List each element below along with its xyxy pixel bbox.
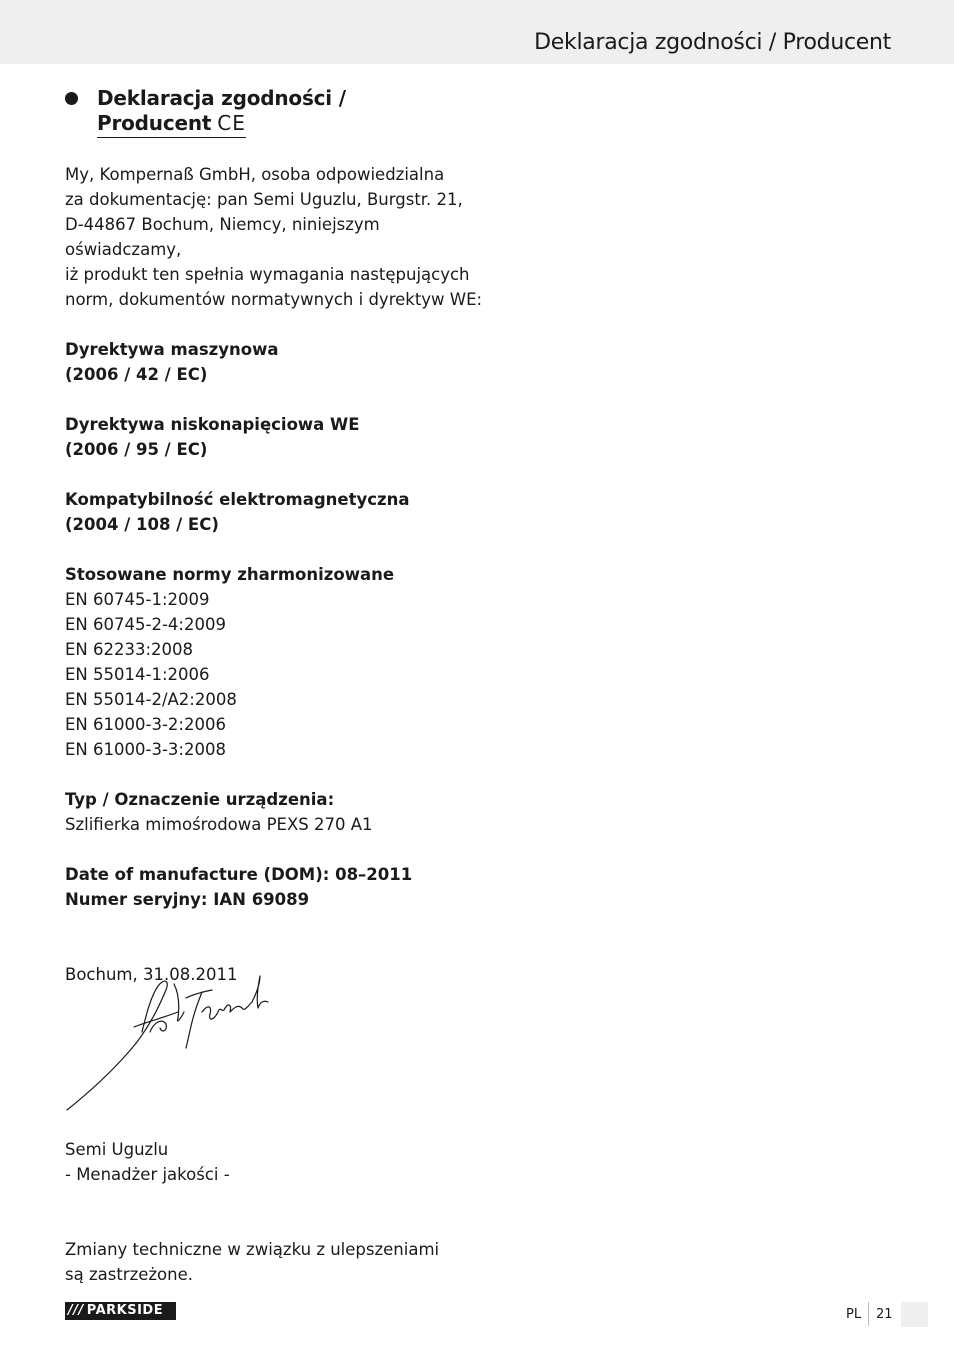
heading-producent: Producent: [97, 111, 212, 135]
signature-image: [62, 972, 272, 1112]
heading-text: [97, 86, 346, 138]
heading-line-2: [97, 111, 246, 138]
intro-line: norm, dokumentów normatywnych i dyrektyw WE:: [65, 290, 483, 309]
directive-code: (2006 / 95 / EC): [65, 440, 208, 459]
place-date: Bochum, 31.08.2011: [65, 965, 238, 984]
logo-slashes: ///: [68, 1303, 84, 1318]
page-title: Deklaracja zgodności / Producent: [534, 30, 891, 55]
device-label: Typ / Oznaczenie urządzenia:: [65, 790, 335, 809]
bullet-icon: [65, 92, 78, 105]
page-header: [0, 0, 954, 64]
standard-item: EN 62233:2008: [65, 640, 194, 659]
language-code: PL: [846, 1307, 862, 1322]
standard-item: EN 55014-2/A2:2008: [65, 690, 237, 709]
directive-code: (2006 / 42 / EC): [65, 365, 208, 384]
date-of-manufacture: Date of manufacture (DOM): 08–2011: [65, 865, 413, 884]
logo-brand: PARKSIDE: [86, 1303, 164, 1318]
parkside-logo: [65, 1302, 176, 1320]
serial-number: Numer seryjny: IAN 69089: [65, 890, 310, 909]
directive-title: Dyrektywa maszynowa: [65, 340, 279, 359]
signer-role: - Menadżer jakości -: [65, 1165, 230, 1184]
directive-title: Kompatybilność elektromagnetyczna: [65, 490, 410, 509]
ce-mark-icon: CE: [217, 111, 246, 135]
standards-title: Stosowane normy zharmonizowane: [65, 565, 395, 584]
declaration-body: [65, 162, 485, 1287]
page-tab: [901, 1302, 928, 1327]
intro-line: iż produkt ten spełnia wymagania następujących: [65, 265, 470, 284]
intro-line: My, Kompernaß GmbH, osoba odpowiedzialna: [65, 165, 445, 184]
intro-line: D-44867 Bochum, Niemcy, niniejszym oświadczamy,: [65, 215, 380, 259]
page-number: 21: [876, 1307, 893, 1322]
standard-item: EN 55014-1:2006: [65, 665, 210, 684]
heading-line-1: Deklaracja zgodności /: [97, 86, 346, 110]
device-value: Szlifierka mimośrodowa PEXS 270 A1: [65, 815, 373, 834]
standard-item: EN 61000-3-3:2008: [65, 740, 226, 759]
notice-line: są zastrzeżone.: [65, 1265, 193, 1284]
footer-divider: [868, 1302, 869, 1326]
standard-item: EN 60745-2-4:2009: [65, 615, 226, 634]
signer-name: Semi Uguzlu: [65, 1140, 169, 1159]
notice-line: Zmiany techniczne w związku z ulepszeniami: [65, 1240, 440, 1259]
intro-line: za dokumentację: pan Semi Uguzlu, Burgstr. 21,: [65, 190, 463, 209]
standard-item: EN 61000-3-2:2006: [65, 715, 226, 734]
directive-title: Dyrektywa niskonapięciowa WE: [65, 415, 360, 434]
standard-item: EN 60745-1:2009: [65, 590, 210, 609]
directive-code: (2004 / 108 / EC): [65, 515, 219, 534]
